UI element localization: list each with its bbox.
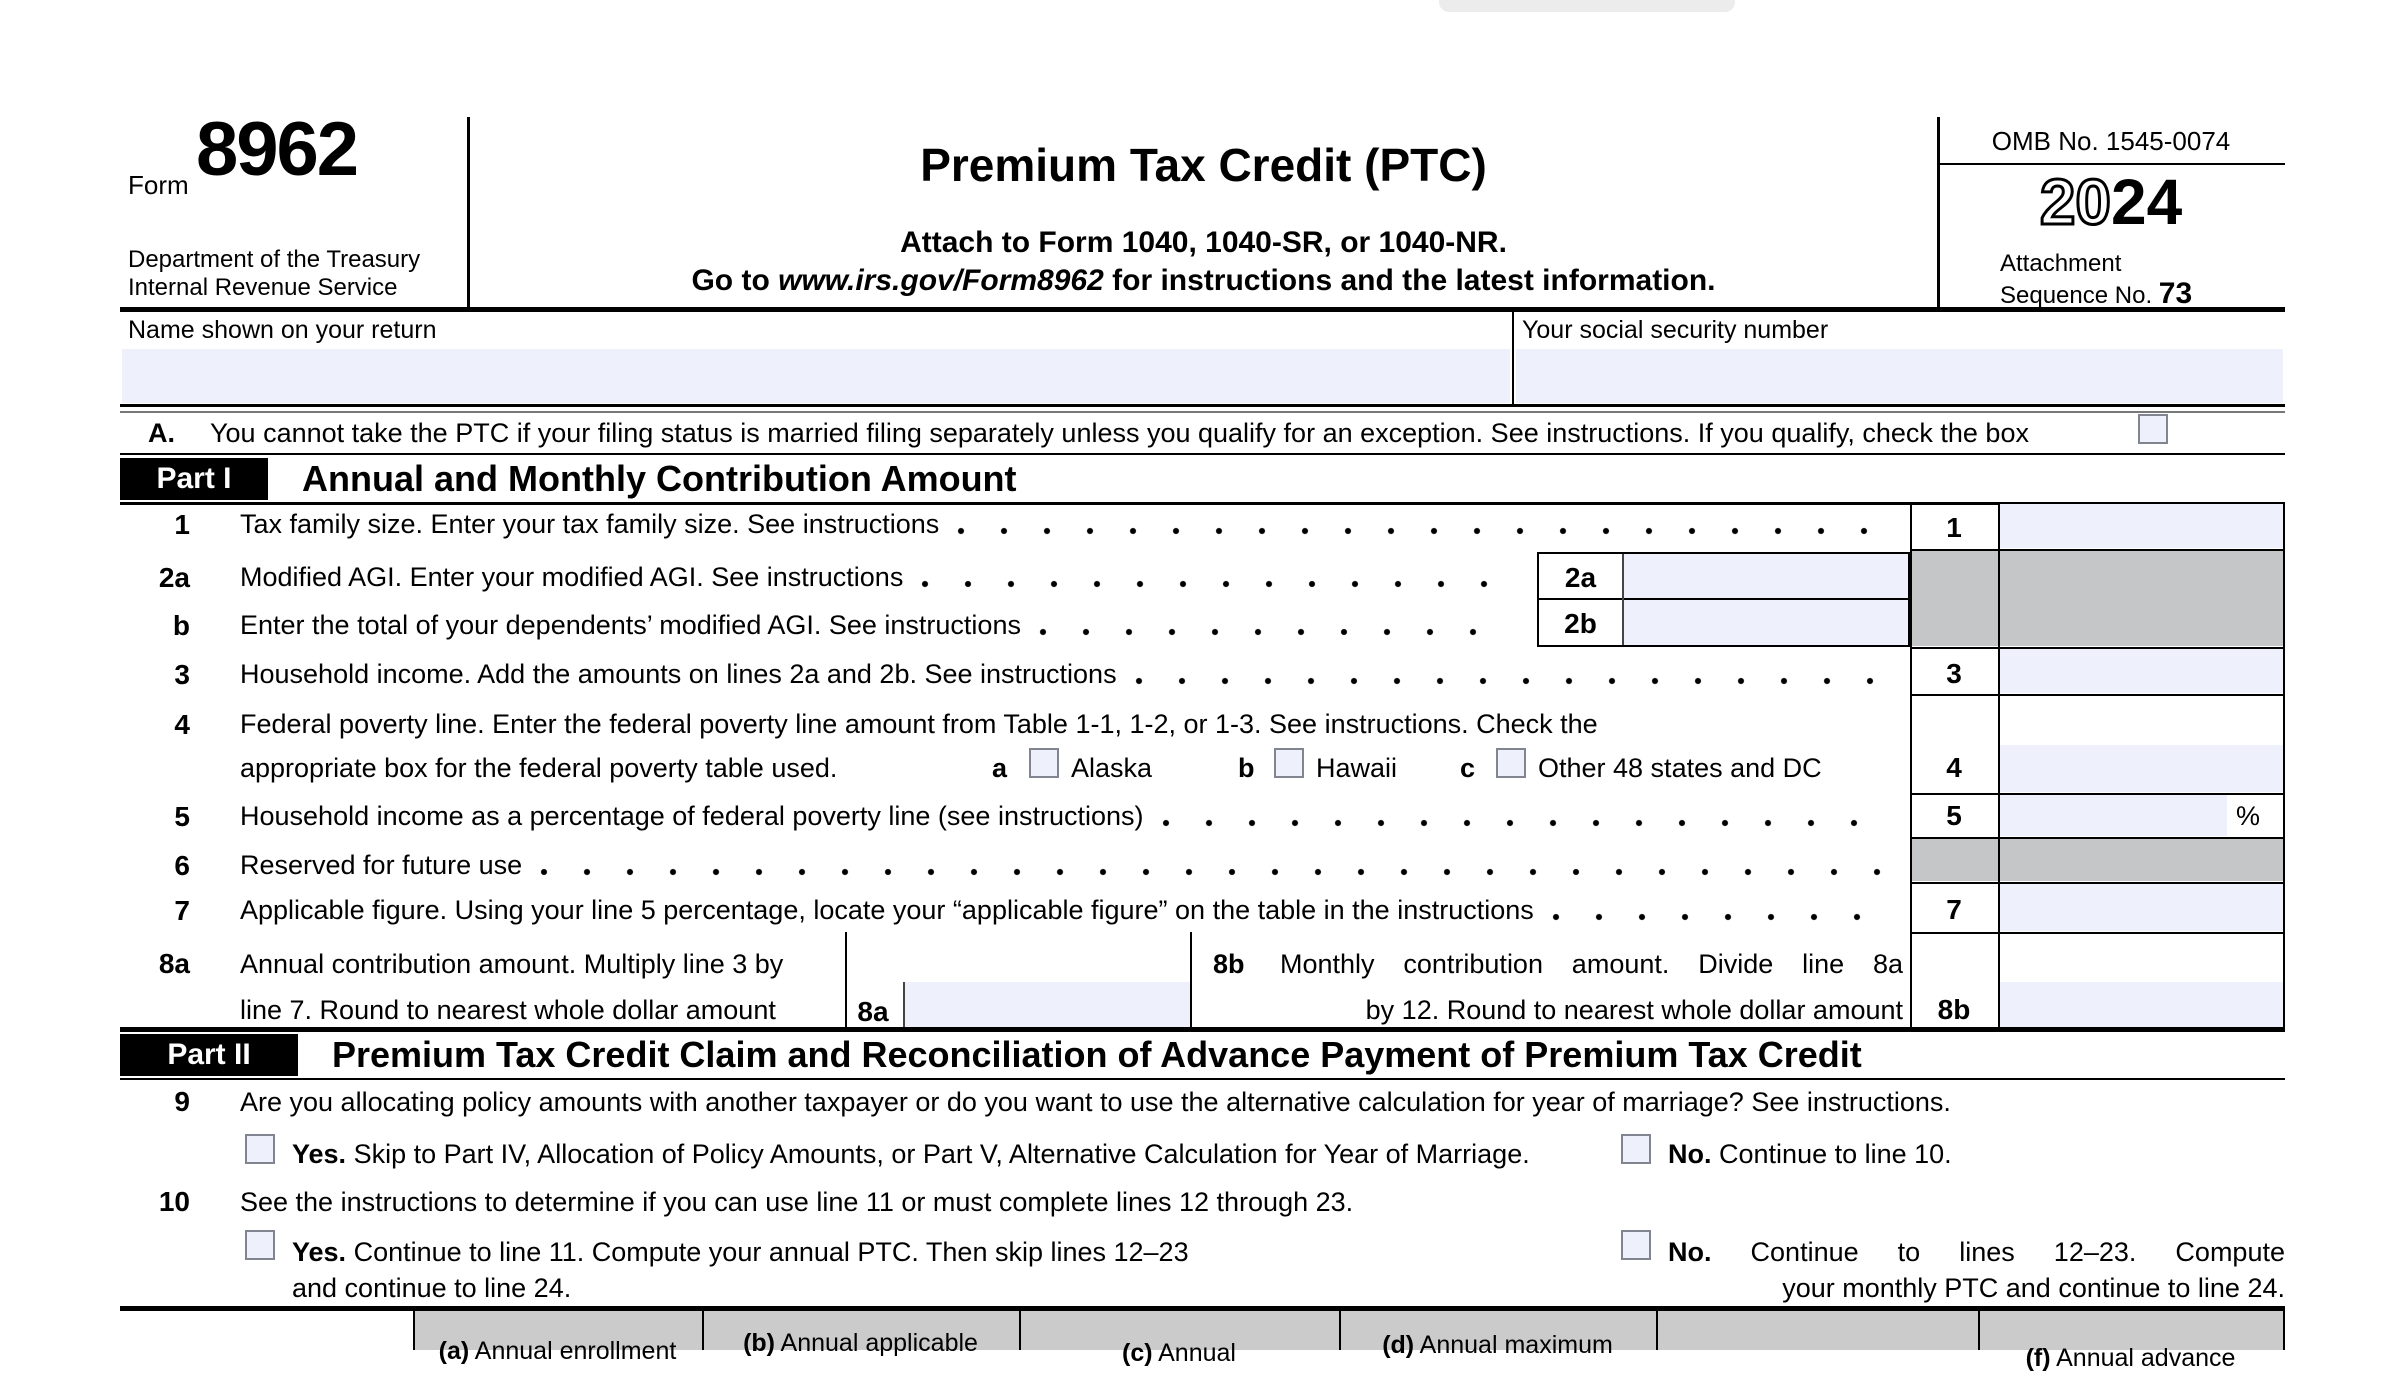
line4-option-a-letter: a: [992, 753, 1008, 783]
line6-number: 6: [174, 850, 190, 881]
dot-leader: [540, 868, 1888, 876]
line9-number: 9: [174, 1086, 190, 1117]
dot-leader: [957, 527, 1888, 535]
col-a-text: Annual enrollment: [469, 1337, 677, 1365]
goto-instruction: [470, 264, 1937, 298]
line5-row: [120, 800, 1902, 834]
line8a-left-divider: [845, 932, 847, 1030]
line4-value-field[interactable]: [2000, 745, 2283, 792]
line7-box-label: 7: [1946, 894, 1962, 925]
table11-col-c-header: [1019, 1340, 1339, 1368]
rule-r-793: [1910, 793, 2285, 795]
table11-col-a-header: [413, 1338, 702, 1366]
rule-r-882: [1910, 882, 2285, 884]
line4-hawaii-label: Hawaii: [1316, 753, 1398, 783]
table11-col-f-header: [1978, 1345, 2283, 1373]
rule-r-837: [1910, 837, 2285, 839]
line5-value-field[interactable]: [2000, 795, 2227, 836]
goto-prefix: Go to: [691, 264, 779, 297]
line2a-row: [120, 561, 1515, 595]
line2b-row: [120, 609, 1515, 643]
sequence-label: Sequence No.: [2000, 282, 2159, 309]
col-c-text: Annual: [1152, 1339, 1236, 1367]
line2b-text: Enter the total of your dependents’ modified AGI. See instructions: [240, 610, 1021, 640]
line9-yes-text: [292, 1138, 1530, 1170]
ssn-input[interactable]: [1516, 349, 2283, 403]
line8a-value-field[interactable]: [903, 982, 1190, 1028]
dot-leader: [1135, 677, 1888, 685]
line10-no-body1: Continue to lines 12–23. Compute: [1750, 1237, 2285, 1267]
line-a-checkbox[interactable]: [2138, 414, 2168, 444]
table11-vline-end: [2283, 1311, 2285, 1350]
part2-label: Part II: [120, 1034, 298, 1076]
line7-value-field[interactable]: [2000, 884, 2283, 931]
line8b-box-label: 8b: [1937, 994, 1971, 1025]
line3-row: [120, 658, 1902, 692]
line4-alaska-checkbox[interactable]: [1029, 748, 1059, 778]
tax-year-bold: 24: [2111, 166, 2183, 238]
line4-text-line2: appropriate box for the federal poverty table used.: [240, 753, 838, 783]
line3-value-field[interactable]: [2000, 649, 2283, 693]
line9-yes-label: Yes.: [292, 1139, 347, 1169]
line8b-text-line1: Monthly contribution amount. Divide line 8a: [1280, 949, 1903, 979]
part1-bar: [120, 456, 2285, 505]
line9-no-label: No.: [1668, 1139, 1712, 1169]
line7-text: Applicable figure. Using your line 5 percentage, locate your “applicable figure” on the table in the instructions: [240, 895, 1534, 925]
omb-underline: [1937, 163, 2285, 165]
omb-number: OMB No. 1545-0074: [1991, 126, 2231, 156]
part2-title: Premium Tax Credit Claim and Reconciliation of Advance Payment of Premium Tax Credit: [332, 1034, 1862, 1075]
line4-number: 4: [174, 709, 190, 740]
line10-yes-line2: and continue to line 24.: [292, 1273, 572, 1303]
page-title: Premium Tax Credit (PTC): [920, 139, 1487, 191]
line10-yes-line1: [292, 1236, 1189, 1268]
line10-no-line2: your monthly PTC and continue to line 24.: [1782, 1273, 2285, 1303]
line6-row: [120, 849, 1902, 883]
shaded-2a-2b-cell: [1912, 551, 2283, 646]
line4-box-label: 4: [1946, 752, 1962, 783]
dot-leader: [921, 580, 1501, 588]
col-b-text: Annual applicable: [774, 1329, 978, 1357]
line10-no-line1: [1668, 1236, 2285, 1268]
form-word: Form: [128, 170, 189, 200]
line4-other48-checkbox[interactable]: [1496, 748, 1526, 778]
goto-suffix: for instructions and the latest information.: [1103, 264, 1716, 297]
line-a-label: A.: [148, 418, 175, 448]
line1-number: 1: [174, 509, 190, 540]
attachment-word: Attachment: [2000, 250, 2122, 277]
department-line1: Department of the Treasury: [128, 246, 421, 273]
table11-vline-e: [1656, 1311, 1658, 1350]
line8b-inline-label: 8b: [1213, 949, 1245, 979]
line-a-bottom-rule: [120, 453, 2285, 455]
line9-yes-body: Skip to Part IV, Allocation of Policy Amounts, or Part V, Alternative Calculation for Year of Marriage.: [353, 1139, 1530, 1169]
table11-col-d-header: [1339, 1332, 1656, 1360]
dot-leader: [1162, 819, 1889, 827]
line-a-text: You cannot take the PTC if your filing status is married filing separately unless you qualify for an exception. See instructions. If you qualify, check the box: [210, 418, 2029, 448]
line8a-right-divider: [1190, 932, 1192, 1030]
goto-url: www.irs.gov/Form8962: [778, 264, 1104, 297]
line1-box-label: 1: [1946, 512, 1962, 543]
line10-no-label: No.: [1668, 1237, 1712, 1267]
line3-number: 3: [174, 659, 190, 690]
line4-alaska-label: Alaska: [1071, 753, 1153, 783]
form-number: 8962: [196, 107, 358, 192]
line10-text: See the instructions to determine if you can use line 11 or must complete lines 12 through 23.: [240, 1187, 1354, 1217]
line4-row: [120, 708, 1902, 742]
dot-leader: [1039, 628, 1501, 636]
col-a-letter: (a): [438, 1337, 470, 1365]
line9-no-body: Continue to line 10.: [1719, 1139, 1952, 1169]
line2a-text: Modified AGI. Enter your modified AGI. See instructions: [240, 562, 904, 592]
line2-inner-box: [1537, 552, 1910, 647]
name-label: Name shown on your return: [128, 316, 437, 344]
col-d-letter: (d): [1382, 1331, 1415, 1359]
line2b-value-field[interactable]: [1624, 600, 1908, 645]
line2b-box-label: 2b: [1564, 608, 1597, 639]
line9-no-text: [1668, 1138, 1952, 1170]
right-rail-2: [1998, 502, 2000, 1030]
line4-option-c-letter: c: [1460, 753, 1476, 783]
col-c-letter: (c): [1122, 1339, 1153, 1367]
line2a-number: 2a: [158, 562, 190, 593]
line5-box-label: 5: [1946, 800, 1962, 831]
line5-number: 5: [174, 801, 190, 832]
line8a-text-line2: line 7. Round to nearest whole dollar amount: [240, 995, 776, 1025]
part1-label: Part I: [120, 458, 268, 500]
line7-row: [120, 894, 1902, 928]
line10-yes-body1: Continue to line 11. Compute your annual PTC. Then skip lines 12–23: [353, 1237, 1189, 1267]
name-input[interactable]: [122, 349, 1510, 403]
line7-number: 7: [174, 895, 190, 926]
line10-yes-checkbox[interactable]: [245, 1230, 275, 1260]
shaded-line6-cell: [1912, 839, 2283, 881]
line5-percent-sign: %: [2236, 801, 2261, 831]
line3-box-label: 3: [1946, 658, 1962, 689]
right-rail-3: [2283, 502, 2285, 1030]
line8a-box-label: 8a: [857, 996, 889, 1027]
line4-text-line1: Federal poverty line. Enter the federal poverty line amount from Table 1-1, 1-2, or 1-3. See instructions. Check the: [240, 709, 1598, 739]
line4-other48-label: Other 48 states and DC: [1538, 753, 1822, 783]
part2-bar: [120, 1032, 2285, 1080]
sequence-number: 73: [2158, 277, 2193, 310]
line8b-value-field[interactable]: [2000, 982, 2283, 1029]
line5-text: Household income as a percentage of federal poverty line (see instructions): [240, 801, 1144, 831]
line1-text: Tax family size. Enter your tax family size. See instructions: [240, 509, 940, 539]
line9-no-checkbox[interactable]: [1621, 1134, 1651, 1164]
line2a-box-label: 2a: [1564, 562, 1597, 593]
col-d-text: Annual maximum: [1414, 1331, 1613, 1359]
line3-text: Household income. Add the amounts on lines 2a and 2b. See instructions: [240, 659, 1117, 689]
line1-value-field[interactable]: [2000, 504, 2283, 548]
col-f-letter: (f): [2025, 1344, 2051, 1372]
browser-artifact: [1439, 0, 1735, 12]
line9-yes-checkbox[interactable]: [245, 1134, 275, 1164]
rule-r-549: [1910, 549, 2285, 551]
line4-option-b-letter: b: [1238, 753, 1255, 783]
tax-year-outline: 20: [2039, 166, 2111, 238]
line1-row: [120, 508, 1902, 542]
department-line2: Internal Revenue Service: [128, 274, 398, 301]
tax-year: [1937, 166, 2285, 238]
col-f-text: Annual advance: [2050, 1344, 2236, 1372]
table11-col-b-header: [702, 1330, 1019, 1358]
attach-instruction: Attach to Form 1040, 1040-SR, or 1040-NR.: [900, 226, 1507, 259]
line9-text: Are you allocating policy amounts with another taxpayer or do you want to use the alternative calculation for year of marriage? See instructions.: [240, 1087, 1951, 1117]
line2-inner-vdivider: [1622, 554, 1624, 645]
line2a-value-field[interactable]: [1624, 554, 1908, 598]
ssn-label: Your social security number: [1522, 316, 1829, 344]
part1-title: Annual and Monthly Contribution Amount: [302, 458, 1017, 499]
line10-no-checkbox[interactable]: [1621, 1230, 1651, 1260]
line6-text: Reserved for future use: [240, 850, 523, 880]
line8a-text-line1: Annual contribution amount. Multiply line 3 by: [240, 949, 784, 979]
line8a-number: 8a: [158, 948, 190, 979]
col-b-letter: (b): [743, 1329, 775, 1357]
name-row-bottom-rule: [120, 404, 2285, 413]
line10-number: 10: [158, 1186, 190, 1217]
rule-r-647: [1910, 647, 2285, 649]
line8b-text-line2: by 12. Round to nearest whole dollar amount: [1365, 995, 1903, 1025]
rule-r-694: [1910, 694, 2285, 696]
line4-hawaii-checkbox[interactable]: [1274, 748, 1304, 778]
rule-r-932: [1910, 932, 2285, 934]
header-bottom-rule: [120, 307, 2285, 312]
name-ssn-divider: [1512, 311, 1514, 407]
line10-yes-label: Yes.: [292, 1237, 347, 1267]
line2b-number: b: [172, 610, 190, 641]
dot-leader: [1552, 913, 1888, 921]
